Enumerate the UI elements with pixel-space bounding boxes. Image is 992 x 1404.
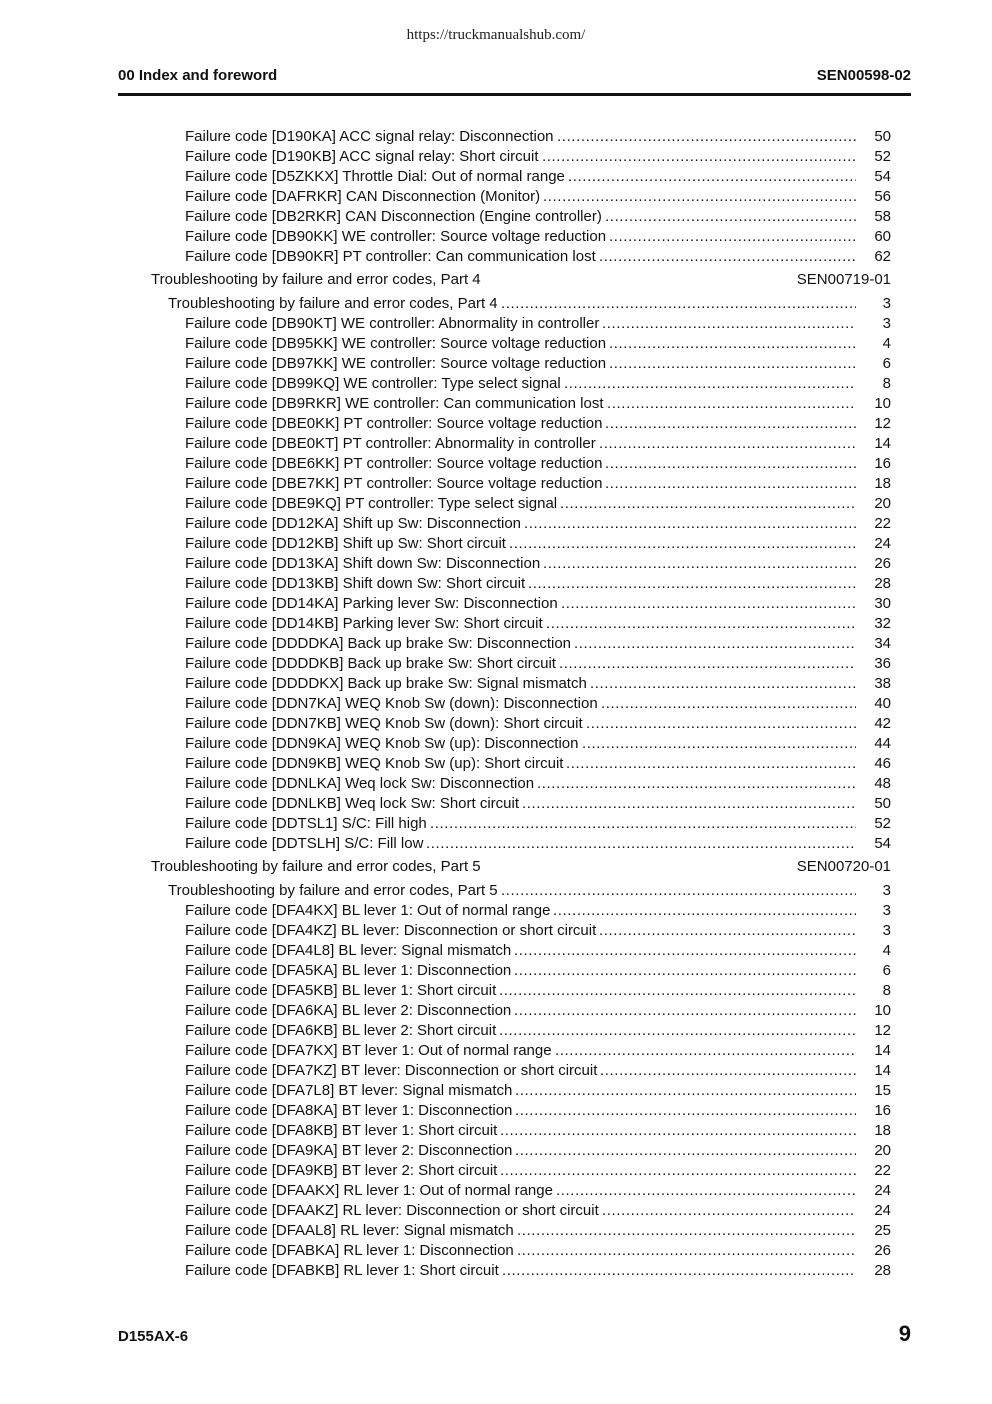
- toc-dot-leader: [501, 294, 856, 314]
- toc-entry: [0, 1061, 992, 1081]
- header-rule: [118, 93, 911, 96]
- toc-dot-leader: [557, 127, 856, 147]
- toc-entry-page: 48: [874, 775, 891, 792]
- toc-dot-leader: [514, 1001, 856, 1021]
- toc-dot-leader: [602, 1201, 856, 1221]
- toc-entry: [0, 454, 992, 474]
- toc-entry-title: Failure code [DFA7KZ] BT lever: Disconnection or short circuit: [185, 1062, 598, 1079]
- toc-entry-page: 15: [874, 1082, 891, 1099]
- toc-entry-page: 50: [874, 128, 891, 145]
- toc-entry-title: Failure code [DFAAKZ] RL lever: Disconnection or short circuit: [185, 1202, 599, 1219]
- toc-entry-page: 26: [874, 555, 891, 572]
- toc-entry: [0, 921, 992, 941]
- toc-dot-leader: [564, 374, 856, 394]
- toc-entry: [0, 227, 992, 247]
- toc-entry: [0, 1241, 992, 1261]
- toc-entry-title: Failure code [DD14KA] Parking lever Sw: Disconnection: [185, 595, 558, 612]
- toc-entry: [0, 1101, 992, 1121]
- toc-dot-leader: [602, 314, 856, 334]
- toc-entry: [0, 334, 992, 354]
- toc-entry-page: 10: [874, 1002, 891, 1019]
- toc-section-heading: [0, 268, 992, 292]
- toc-entry-title: Failure code [D5ZKKX] Throttle Dial: Out of normal range: [185, 168, 565, 185]
- toc-dot-leader: [517, 1241, 856, 1261]
- toc-entry: [0, 714, 992, 734]
- toc-entry-title: Failure code [DFA4KZ] BL lever: Disconnection or short circuit: [185, 922, 597, 939]
- toc-entry-page: 54: [874, 835, 891, 852]
- toc-dot-leader: [515, 1141, 856, 1161]
- toc-entry: [0, 941, 992, 961]
- toc-entry-page: 52: [874, 148, 891, 165]
- toc-entry-page: 14: [874, 435, 891, 452]
- toc-dot-leader: [582, 734, 856, 754]
- toc-entry-title: Failure code [DD13KA] Shift down Sw: Disconnection: [185, 555, 541, 572]
- toc-entry-title: Failure code [DFA8KB] BT lever 1: Short circuit: [185, 1122, 498, 1139]
- toc-dot-leader: [609, 227, 856, 247]
- toc-entry: [0, 774, 992, 794]
- toc-dot-leader: [609, 354, 856, 374]
- toc-entry-title: Failure code [DDDDKA] Back up brake Sw: Disconnection: [185, 635, 572, 652]
- toc-entry-page: 3: [882, 922, 891, 939]
- toc-entry-title: Failure code [DDDDKB] Back up brake Sw: Short circuit: [185, 655, 556, 672]
- toc-entry-page: 50: [874, 795, 891, 812]
- toc-dot-leader: [514, 961, 856, 981]
- toc-section-code: SEN00719-01: [796, 271, 891, 288]
- toc-entry-page: 54: [874, 168, 891, 185]
- toc-entry-title: Failure code [DDNLKB] Weq lock Sw: Short circuit: [185, 795, 520, 812]
- toc-entry-page: 22: [874, 1162, 891, 1179]
- toc-dot-leader: [586, 714, 856, 734]
- toc-entry-page: 26: [874, 1242, 891, 1259]
- toc-entry-title: Failure code [DDTSLH] S/C: Fill low: [185, 835, 424, 852]
- toc-entry: [0, 734, 992, 754]
- toc-entry: [0, 534, 992, 554]
- toc-dot-leader: [574, 634, 856, 654]
- toc-entry: [0, 594, 992, 614]
- toc-entry-title: Failure code [DDNLKA] Weq lock Sw: Disconnection: [185, 775, 535, 792]
- toc-entry: [0, 794, 992, 814]
- toc-dot-leader: [514, 941, 856, 961]
- toc-dot-leader: [543, 187, 856, 207]
- toc-entry: [0, 187, 992, 207]
- toc-entry-page: 4: [882, 942, 891, 959]
- toc-entry-title: Failure code [DB90KR] PT controller: Can communication lost: [185, 248, 596, 265]
- toc-entry: [0, 514, 992, 534]
- toc-entry-title: Failure code [DFA7KX] BT lever 1: Out of normal range: [185, 1042, 552, 1059]
- toc-entry-page: 28: [874, 575, 891, 592]
- toc-entry-page: 14: [874, 1062, 891, 1079]
- toc-entry-title: Failure code [DFA5KA] BL lever 1: Disconnection: [185, 962, 512, 979]
- toc-entry-page: 32: [874, 615, 891, 632]
- toc-entry: [0, 1121, 992, 1141]
- toc-entry: [0, 694, 992, 714]
- table-of-contents: [0, 127, 992, 1281]
- toc-entry-title: Failure code [DFAAKX] RL lever 1: Out of normal range: [185, 1182, 553, 1199]
- toc-entry-title: Failure code [DB97KK] WE controller: Source voltage reduction: [185, 355, 607, 372]
- toc-entry-page: 28: [874, 1262, 891, 1279]
- toc-entry: [0, 634, 992, 654]
- toc-entry-title: Failure code [DB99KQ] WE controller: Type select signal: [185, 375, 561, 392]
- toc-entry-title: Failure code [DFA9KA] BT lever 2: Disconnection: [185, 1142, 513, 1159]
- toc-dot-leader: [560, 494, 856, 514]
- toc-entry-page: 44: [874, 735, 891, 752]
- toc-entry: [0, 834, 992, 854]
- toc-entry-title: Failure code [DBE6KK] PT controller: Source voltage reduction: [185, 455, 603, 472]
- toc-entry-title: Failure code [DB2RKR] CAN Disconnection (Engine controller): [185, 208, 602, 225]
- toc-entry-page: 58: [874, 208, 891, 225]
- toc-entry-page: 22: [874, 515, 891, 532]
- toc-entry: [0, 414, 992, 434]
- toc-section-heading: [0, 855, 992, 879]
- toc-entry-title: Failure code [DD12KB] Shift up Sw: Short circuit: [185, 535, 506, 552]
- toc-dot-leader: [542, 147, 856, 167]
- toc-entry-title: Failure code [DFA8KA] BT lever 1: Disconnection: [185, 1102, 513, 1119]
- toc-entry-page: 18: [874, 1122, 891, 1139]
- toc-entry-page: 24: [874, 1202, 891, 1219]
- toc-entry-page: 60: [874, 228, 891, 245]
- toc-entry-page: 8: [882, 982, 891, 999]
- toc-entry-title: Failure code [DBE0KK] PT controller: Source voltage reduction: [185, 415, 603, 432]
- toc-entry: [0, 1081, 992, 1101]
- toc-dot-leader: [509, 534, 856, 554]
- toc-entry-page: 14: [874, 1042, 891, 1059]
- toc-entry-page: 6: [882, 962, 891, 979]
- toc-entry-page: 56: [874, 188, 891, 205]
- toc-entry-title: Failure code [DB90KK] WE controller: Source voltage reduction: [185, 228, 607, 245]
- toc-dot-leader: [426, 834, 856, 854]
- toc-entry-title: Troubleshooting by failure and error codes, Part 5: [168, 882, 498, 899]
- toc-entry-title: Failure code [DB95KK] WE controller: Source voltage reduction: [185, 335, 607, 352]
- toc-entry: [0, 1201, 992, 1221]
- toc-entry-page: 38: [874, 675, 891, 692]
- toc-entry: [0, 127, 992, 147]
- toc-entry: [0, 754, 992, 774]
- toc-dot-leader: [605, 454, 856, 474]
- toc-dot-leader: [599, 247, 856, 267]
- toc-dot-leader: [500, 1121, 856, 1141]
- toc-dot-leader: [515, 1101, 856, 1121]
- toc-entry: [0, 1221, 992, 1241]
- toc-dot-leader: [501, 881, 856, 901]
- toc-dot-leader: [601, 694, 856, 714]
- toc-dot-leader: [605, 414, 856, 434]
- toc-entry-page: 12: [874, 415, 891, 432]
- toc-entry-page: 3: [882, 882, 891, 899]
- toc-dot-leader: [609, 334, 856, 354]
- toc-dot-leader: [599, 921, 856, 941]
- toc-entry: [0, 554, 992, 574]
- toc-dot-leader: [502, 1261, 856, 1281]
- toc-dot-leader: [522, 794, 856, 814]
- toc-entry: [0, 1041, 992, 1061]
- toc-entry-title: Failure code [DDTSL1] S/C: Fill high: [185, 815, 427, 832]
- toc-entry-title: Troubleshooting by failure and error codes, Part 4: [168, 295, 498, 312]
- toc-entry-title: Failure code [DFAAL8] RL lever: Signal mismatch: [185, 1222, 514, 1239]
- toc-entry-title: Failure code [DDN7KA] WEQ Knob Sw (down): Disconnection: [185, 695, 598, 712]
- toc-dot-leader: [553, 901, 856, 921]
- toc-entry-page: 25: [874, 1222, 891, 1239]
- toc-entry: [0, 574, 992, 594]
- toc-entry-title: Failure code [D190KA] ACC signal relay: Disconnection: [185, 128, 554, 145]
- toc-entry: [0, 374, 992, 394]
- toc-entry-page: 12: [874, 1022, 891, 1039]
- toc-entry-page: 16: [874, 1102, 891, 1119]
- toc-dot-leader: [500, 1161, 856, 1181]
- toc-dot-leader: [599, 434, 856, 454]
- toc-entry-title: Failure code [DFA4KX] BL lever 1: Out of normal range: [185, 902, 551, 919]
- toc-entry-title: Failure code [DFA5KB] BL lever 1: Short circuit: [185, 982, 497, 999]
- toc-entry: [0, 147, 992, 167]
- toc-entry: [0, 1161, 992, 1181]
- toc-dot-leader: [605, 207, 856, 227]
- toc-entry: [0, 207, 992, 227]
- toc-dot-leader: [517, 1221, 856, 1241]
- toc-section-code: SEN00720-01: [796, 858, 891, 875]
- toc-entry-page: 46: [874, 755, 891, 772]
- toc-entry: [0, 1261, 992, 1281]
- toc-entry-page: 24: [874, 1182, 891, 1199]
- toc-dot-leader: [499, 1021, 856, 1041]
- toc-entry-page: 36: [874, 655, 891, 672]
- toc-entry: [0, 494, 992, 514]
- toc-dot-leader: [561, 594, 856, 614]
- toc-entry-title: Failure code [DB9RKR] WE controller: Can communication lost: [185, 395, 604, 412]
- toc-entry: [0, 167, 992, 187]
- toc-entry-title: Failure code [DFABKA] RL lever 1: Disconnection: [185, 1242, 514, 1259]
- toc-entry-page: 3: [882, 315, 891, 332]
- toc-entry: [0, 1021, 992, 1041]
- toc-entry-page: 3: [882, 295, 891, 312]
- toc-entry-title: Failure code [DD13KB] Shift down Sw: Short circuit: [185, 575, 526, 592]
- toc-dot-leader: [499, 981, 856, 1001]
- toc-dot-leader: [605, 474, 856, 494]
- toc-entry-page: 6: [882, 355, 891, 372]
- toc-dot-leader: [566, 754, 856, 774]
- toc-entry-title: Failure code [DFA6KB] BL lever 2: Short circuit: [185, 1022, 497, 1039]
- toc-entry-title: Failure code [DFABKB] RL lever 1: Short circuit: [185, 1262, 499, 1279]
- toc-dot-leader: [556, 1181, 856, 1201]
- toc-dot-leader: [515, 1081, 856, 1101]
- toc-dot-leader: [528, 574, 856, 594]
- toc-entry-title: Failure code [DDDDKX] Back up brake Sw: Signal mismatch: [185, 675, 587, 692]
- toc-entry-title: Failure code [DD14KB] Parking lever Sw: Short circuit: [185, 615, 543, 632]
- toc-entry-page: 34: [874, 635, 891, 652]
- toc-dot-leader: [568, 167, 856, 187]
- header-doc-code: SEN00598-02: [816, 67, 911, 84]
- toc-entry-title: Failure code [D190KB] ACC signal relay: Short circuit: [185, 148, 539, 165]
- toc-dot-leader: [430, 814, 856, 834]
- toc-entry: [0, 614, 992, 634]
- footer-model: D155AX-6: [118, 1328, 189, 1345]
- toc-entry: [0, 294, 992, 314]
- toc-dot-leader: [559, 654, 856, 674]
- toc-entry: [0, 961, 992, 981]
- toc-entry: [0, 314, 992, 334]
- source-url[interactable]: https://truckmanualshub.com/: [406, 27, 586, 43]
- toc-entry-title: Failure code [DBE7KK] PT controller: Source voltage reduction: [185, 475, 603, 492]
- toc-section-title: Troubleshooting by failure and error codes, Part 4: [151, 271, 481, 288]
- toc-entry-page: 8: [882, 375, 891, 392]
- toc-entry: [0, 434, 992, 454]
- toc-dot-leader: [555, 1041, 856, 1061]
- footer-page-number: 9: [898, 1321, 911, 1346]
- toc-entry-page: 4: [882, 335, 891, 352]
- toc-dot-leader: [546, 614, 856, 634]
- toc-entry-page: 16: [874, 455, 891, 472]
- toc-entry: [0, 814, 992, 834]
- toc-entry-title: Failure code [DB90KT] WE controller: Abnormality in controller: [185, 315, 600, 332]
- header-section-title: 00 Index and foreword: [118, 67, 278, 84]
- toc-entry-title: Failure code [DFA7L8] BT lever: Signal mismatch: [185, 1082, 513, 1099]
- toc-entry: [0, 1181, 992, 1201]
- toc-entry-page: 20: [874, 1142, 891, 1159]
- toc-entry: [0, 881, 992, 901]
- toc-dot-leader: [543, 554, 856, 574]
- toc-entry: [0, 247, 992, 267]
- toc-entry-page: 42: [874, 715, 891, 732]
- toc-entry-page: 20: [874, 495, 891, 512]
- toc-entry-page: 40: [874, 695, 891, 712]
- toc-dot-leader: [524, 514, 856, 534]
- toc-entry-title: Failure code [DAFRKR] CAN Disconnection (Monitor): [185, 188, 541, 205]
- toc-entry-title: Failure code [DDN9KA] WEQ Knob Sw (up): Disconnection: [185, 735, 579, 752]
- toc-entry: [0, 474, 992, 494]
- toc-entry-title: Failure code [DFA9KB] BT lever 2: Short circuit: [185, 1162, 498, 1179]
- toc-entry-title: Failure code [DBE9KQ] PT controller: Type select signal: [185, 495, 558, 512]
- toc-entry-title: Failure code [DDN9KB] WEQ Knob Sw (up): Short circuit: [185, 755, 564, 772]
- toc-entry-title: Failure code [DD12KA] Shift up Sw: Disconnection: [185, 515, 521, 532]
- toc-entry-page: 62: [874, 248, 891, 265]
- toc-entry: [0, 654, 992, 674]
- toc-dot-leader: [600, 1061, 856, 1081]
- toc-entry: [0, 394, 992, 414]
- toc-entry-title: Failure code [DBE0KT] PT controller: Abnormality in controller: [185, 435, 596, 452]
- toc-section-title: Troubleshooting by failure and error codes, Part 5: [151, 858, 481, 875]
- toc-entry-title: Failure code [DFA6KA] BL lever 2: Disconnection: [185, 1002, 512, 1019]
- toc-entry-page: 24: [874, 535, 891, 552]
- toc-entry: [0, 1001, 992, 1021]
- toc-entry-page: 30: [874, 595, 891, 612]
- toc-dot-leader: [607, 394, 856, 414]
- toc-dot-leader: [537, 774, 856, 794]
- toc-entry-page: 18: [874, 475, 891, 492]
- toc-entry: [0, 674, 992, 694]
- toc-entry: [0, 981, 992, 1001]
- toc-entry-page: 52: [874, 815, 891, 832]
- toc-entry: [0, 354, 992, 374]
- toc-dot-leader: [590, 674, 856, 694]
- toc-entry: [0, 901, 992, 921]
- toc-entry-page: 3: [882, 902, 891, 919]
- toc-entry-title: Failure code [DFA4L8] BL lever: Signal mismatch: [185, 942, 512, 959]
- toc-entry-title: Failure code [DDN7KB] WEQ Knob Sw (down): Short circuit: [185, 715, 583, 732]
- toc-entry: [0, 1141, 992, 1161]
- toc-entry-page: 10: [874, 395, 891, 412]
